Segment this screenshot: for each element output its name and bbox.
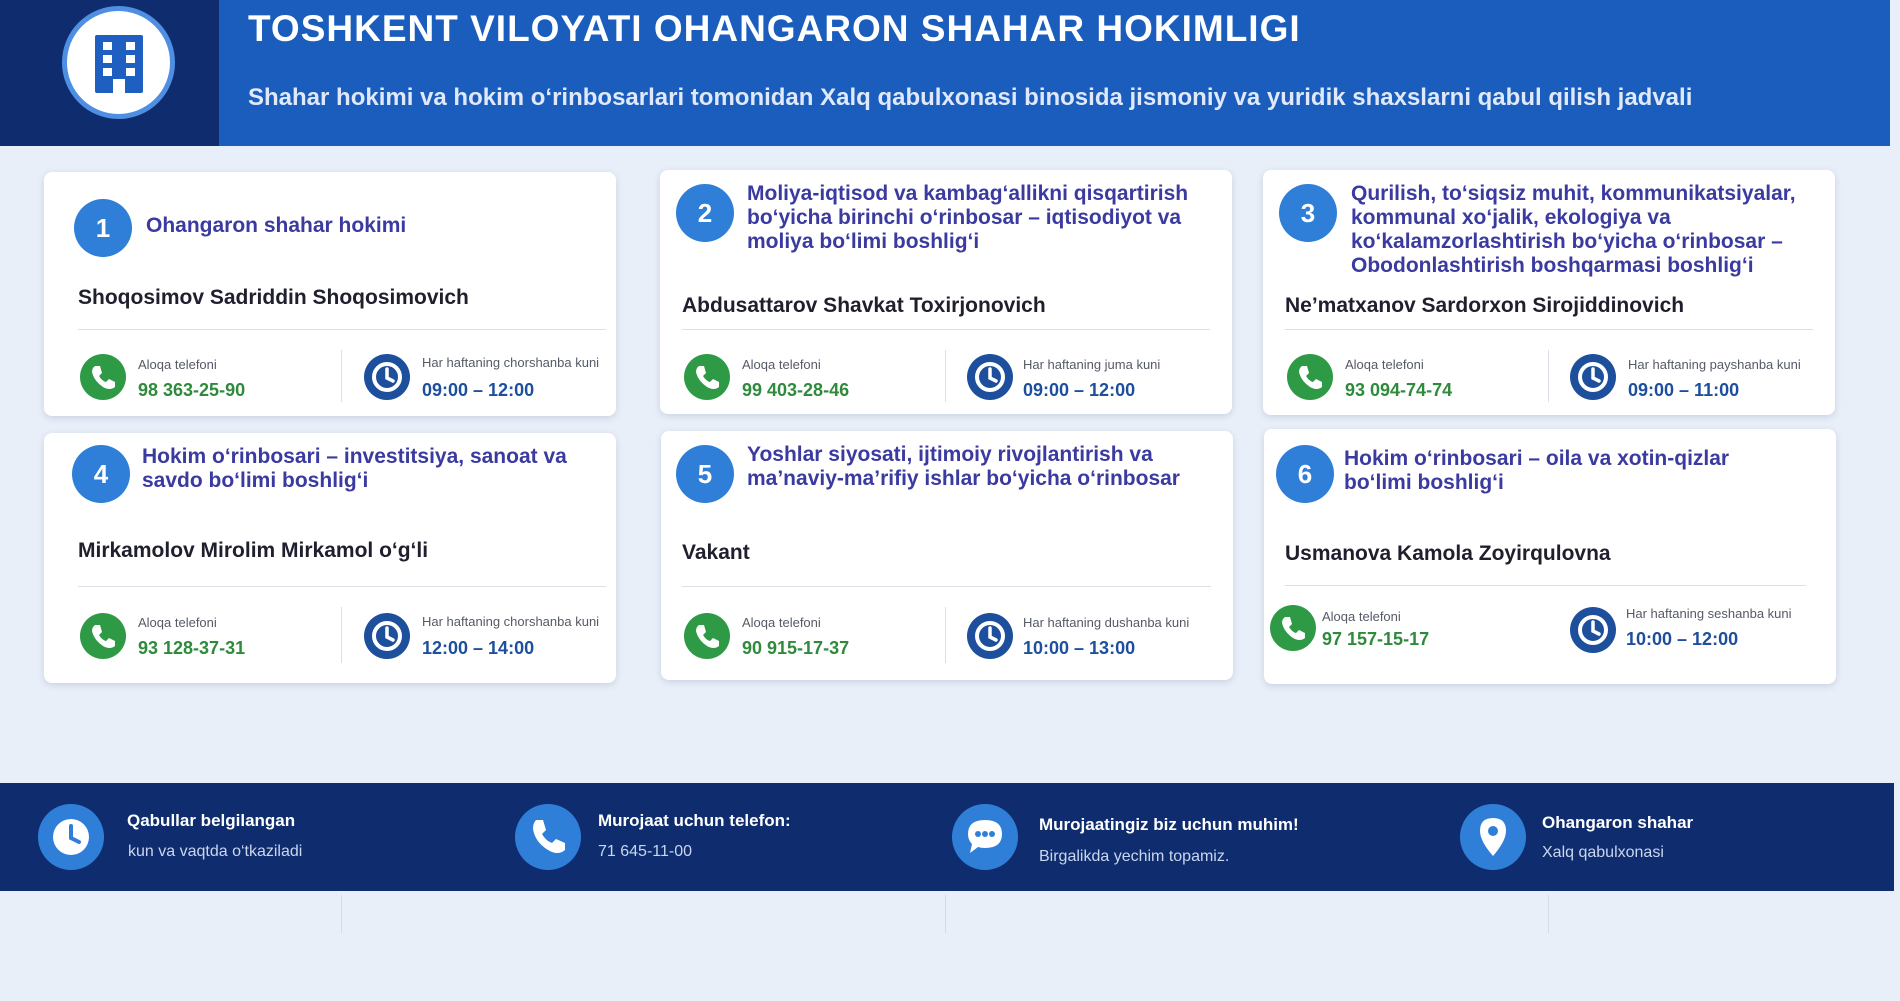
- clock-icon: [967, 354, 1013, 400]
- header-banner: [0, 0, 1890, 146]
- footer-subtitle: Birgalikda yechim topamiz.: [1039, 848, 1230, 865]
- building-icon: [62, 6, 175, 119]
- role-line: kommunal xo‘jalik, ekologiya va: [1351, 206, 1671, 229]
- card-role: [142, 445, 567, 493]
- card-role: [1351, 182, 1796, 278]
- phone-number[interactable]: 93 128-37-31: [138, 638, 246, 658]
- role-line: Yoshlar siyosati, ijtimoiy rivojlantirish va: [747, 443, 1153, 466]
- official-card-1: [44, 172, 616, 416]
- divider: [945, 607, 946, 663]
- official-card-2: [660, 170, 1232, 414]
- phone-icon: [80, 354, 126, 400]
- reception-day: Har haftaning seshanba kuni: [1626, 606, 1792, 621]
- phone-label: Aloqa telefoni: [742, 357, 821, 372]
- role-line: Moliya-iqtisod va kambag‘allikni qisqartirish: [747, 182, 1189, 205]
- footer-title: Murojaat uchun telefon:: [598, 811, 791, 830]
- role-line: Hokim o‘rinbosari – investitsiya, sanoat va: [142, 445, 567, 468]
- footer-bar: [0, 783, 1894, 891]
- card-role: [747, 443, 1180, 491]
- divider: [1548, 350, 1549, 402]
- clock-icon: [967, 613, 1013, 659]
- reception-day: Har haftaning chorshanba kuni: [422, 355, 600, 370]
- clock-icon: [38, 804, 104, 870]
- divider: [682, 586, 1211, 587]
- role-line: Qurilish, to‘siqsiz muhit, kommunikatsiyalar,: [1351, 182, 1796, 205]
- reception-time: 10:00 – 12:00: [1626, 629, 1739, 649]
- phone-label: Aloqa telefoni: [138, 615, 217, 630]
- role-line: ko‘kalamzorlashtirish bo‘yicha o‘rinbosar –: [1351, 230, 1783, 253]
- phone-label: Aloqa telefoni: [742, 615, 821, 630]
- official-name: Mirkamolov Mirolim Mirkamol o‘g‘li: [78, 539, 429, 562]
- role-line: bo‘limi boshlig‘i: [1344, 471, 1504, 494]
- phone-icon: [684, 354, 730, 400]
- card-number-badge: 2: [676, 184, 734, 242]
- divider: [945, 895, 946, 933]
- footer-title: Murojaatingiz biz uchun muhim!: [1039, 815, 1299, 834]
- official-card-5: [661, 431, 1233, 680]
- divider: [341, 607, 342, 663]
- page-title: TOSHKENT VILOYATI OHANGARON SHAHAR HOKIMLIGI: [248, 8, 1301, 49]
- clock-icon: [1570, 607, 1616, 653]
- reception-time: 09:00 – 12:00: [1023, 380, 1136, 400]
- footer-title: Qabullar belgilangan: [127, 811, 296, 830]
- phone-icon: [1270, 605, 1316, 651]
- phone-icon: [684, 613, 730, 659]
- divider: [1548, 895, 1549, 933]
- role-line: bo‘yicha birinchi o‘rinbosar – iqtisodiyot va: [747, 206, 1182, 229]
- phone-number[interactable]: 93 094-74-74: [1345, 380, 1453, 400]
- phone-number[interactable]: 97 157-15-17: [1322, 629, 1430, 649]
- card-number-badge: 6: [1276, 445, 1334, 503]
- card-number-badge: 4: [72, 445, 130, 503]
- card-role: [747, 182, 1188, 254]
- reception-day: Har haftaning payshanba kuni: [1628, 357, 1801, 372]
- clock-icon: [364, 354, 410, 400]
- footer-title: Ohangaron shahar: [1542, 813, 1694, 832]
- card-role: [146, 214, 406, 238]
- phone-icon: [80, 613, 126, 659]
- phone-number[interactable]: 98 363-25-90: [138, 380, 246, 400]
- official-name: Shoqosimov Sadriddin Shoqosimovich: [78, 286, 469, 309]
- official-name: Usmanova Kamola Zoyirqulovna: [1285, 542, 1611, 565]
- phone-label: Aloqa telefoni: [1345, 357, 1424, 372]
- phone-icon: [515, 804, 581, 870]
- footer-subtitle[interactable]: 71 645-11-00: [598, 843, 692, 860]
- role-line: ma’naviy-ma’rifiy ishlar bo‘yicha o‘rinbosar: [747, 467, 1180, 490]
- phone-icon: [1287, 354, 1333, 400]
- clock-icon: [1570, 354, 1616, 400]
- role-line: Hokim o‘rinbosari – oila va xotin-qizlar: [1344, 447, 1730, 470]
- chat-icon: [952, 804, 1018, 870]
- role-line: savdo bo‘limi boshlig‘i: [142, 469, 369, 492]
- card-number-badge: 3: [1279, 184, 1337, 242]
- official-card-4: [44, 433, 616, 683]
- card-number-badge: 1: [74, 199, 132, 257]
- reception-day: Har haftaning chorshanba kuni: [422, 614, 600, 629]
- logo-panel: [0, 0, 219, 146]
- footer-subtitle: kun va vaqtda o‘tkaziladi: [128, 843, 303, 860]
- reception-day: Har haftaning juma kuni: [1023, 357, 1161, 372]
- role-line: Obodonlashtirish boshqarmasi boshlig‘i: [1351, 254, 1754, 277]
- official-card-3: [1263, 170, 1835, 415]
- official-name: Vakant: [682, 541, 750, 564]
- card-role: [1344, 447, 1729, 495]
- reception-time: 10:00 – 13:00: [1023, 638, 1136, 658]
- page-subtitle: Shahar hokimi va hokim o‘rinbosarlari tomonidan Xalq qabulxonasi binosida jismoniy va yuridik shaxslarni qabul qilish jadvali: [248, 84, 1693, 111]
- phone-number[interactable]: 99 403-28-46: [742, 380, 850, 400]
- reception-time: 09:00 – 11:00: [1628, 380, 1740, 400]
- location-pin-icon: [1460, 804, 1526, 870]
- footer-subtitle: Xalq qabulxonasi: [1542, 844, 1664, 861]
- phone-label: Aloqa telefoni: [138, 357, 217, 372]
- divider: [78, 329, 606, 330]
- card-number-badge: 5: [676, 445, 734, 503]
- official-card-6: [1264, 429, 1836, 684]
- official-name: Ne’matxanov Sardorxon Sirojiddinovich: [1285, 294, 1685, 317]
- reception-day: Har haftaning dushanba kuni: [1023, 615, 1190, 630]
- divider: [78, 586, 606, 587]
- divider: [341, 350, 342, 402]
- divider: [682, 329, 1210, 330]
- divider: [341, 895, 342, 933]
- role-line: moliya bo‘limi boshlig‘i: [747, 230, 980, 253]
- phone-label: Aloqa telefoni: [1322, 609, 1401, 624]
- divider: [945, 350, 946, 402]
- divider: [1285, 329, 1813, 330]
- reception-time: 12:00 – 14:00: [422, 638, 535, 658]
- divider: [1285, 585, 1806, 586]
- role-line: Ohangaron shahar hokimi: [146, 214, 407, 237]
- reception-time: 09:00 – 12:00: [422, 380, 535, 400]
- official-name: Abdusattarov Shavkat Toxirjonovich: [682, 294, 1046, 317]
- phone-number[interactable]: 90 915-17-37: [742, 638, 850, 658]
- clock-icon: [364, 613, 410, 659]
